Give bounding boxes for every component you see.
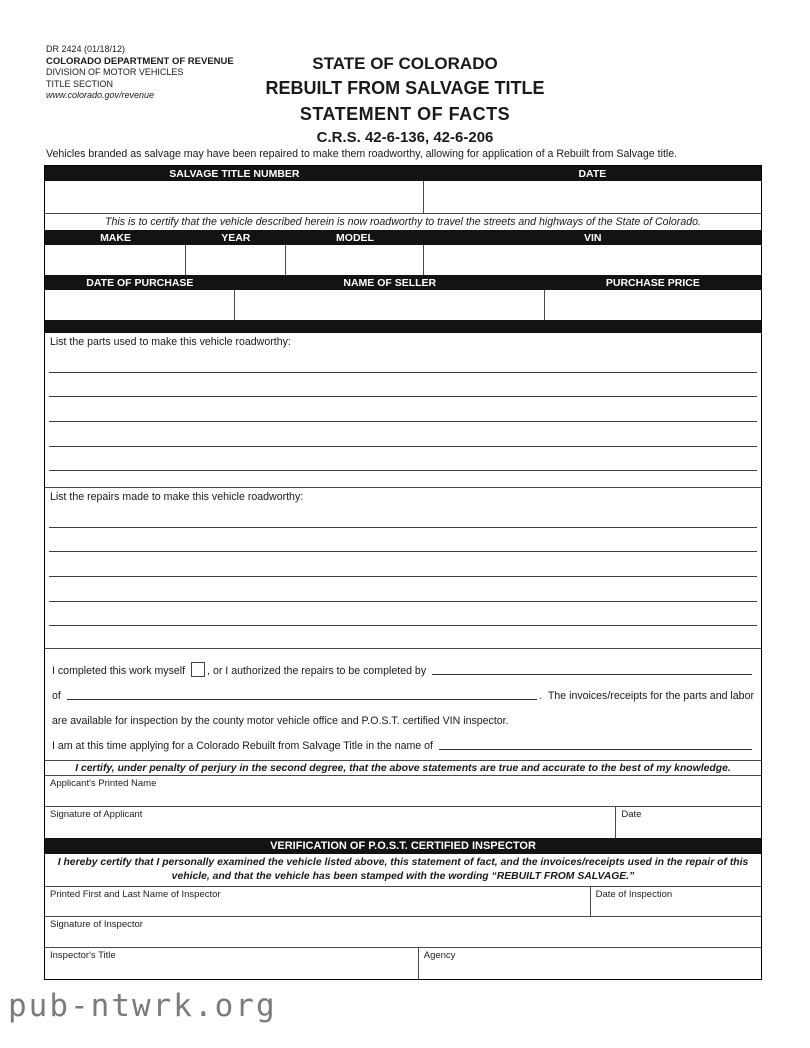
intro-text: Vehicles branded as salvage may have been repaired to make them roadworthy, allowing for application of a Rebuilt from Salvage title. (46, 148, 678, 160)
parts-section (45, 333, 761, 488)
statement-line2-prefix: of (52, 690, 64, 702)
repairs-write-line[interactable] (49, 552, 757, 577)
parts-write-line[interactable] (49, 447, 757, 472)
vin-label: VIN (583, 231, 602, 244)
applicant-printed-name-label: Applicant's Printed Name (50, 778, 157, 789)
parts-write-line[interactable] (49, 373, 757, 398)
applicant-signature-field[interactable] (45, 807, 616, 838)
applicant-printed-name-field[interactable] (45, 776, 761, 807)
applicant-date-label: Date (621, 809, 642, 820)
vehicle-input-row (45, 245, 761, 275)
statement-line1-text: I completed this work myself (52, 665, 186, 677)
repairs-write-line[interactable] (49, 602, 757, 627)
form-title (0, 52, 810, 147)
statement-line-4 (52, 729, 754, 754)
year-label: YEAR (221, 231, 251, 244)
form-number: DR 2424 (01/18/12) (46, 44, 126, 54)
inspector-title-row (45, 948, 761, 979)
inspector-name-row (45, 887, 761, 917)
title-state: STATE OF COLORADO (312, 54, 498, 73)
date-of-inspection-label: Date of Inspection (595, 889, 673, 900)
repairs-label: List the repairs made to make this vehicle roadworthy: (50, 491, 304, 503)
title-rebuilt: REBUILT FROM SALVAGE TITLE (265, 78, 545, 98)
date-of-inspection-field[interactable] (591, 887, 761, 916)
inspector-name-field[interactable] (45, 887, 591, 916)
purchase-header-row (45, 275, 761, 290)
salvage-date-input-row (45, 181, 761, 214)
perjury-statement: I certify, under penalty of perjury in the second degree, that the above statements are true and accurate to the best of my knowledge. (45, 761, 761, 776)
agency-field[interactable] (419, 948, 761, 979)
parts-write-line[interactable] (49, 422, 757, 447)
inspector-title-field[interactable] (45, 948, 419, 979)
work-myself-checkbox[interactable] (191, 662, 205, 677)
vehicle-header-row (45, 230, 761, 245)
repairs-write-line[interactable] (49, 528, 757, 553)
verification-header: VERIFICATION OF P.O.S.T. CERTIFIED INSPECTOR (45, 838, 761, 854)
model-input[interactable] (286, 245, 425, 275)
divider-bar (45, 320, 761, 333)
date-label: DATE (578, 167, 607, 180)
parts-write-line[interactable] (49, 397, 757, 422)
name-of-seller-input[interactable] (235, 290, 545, 320)
date-of-purchase-input[interactable] (45, 290, 235, 320)
statement-line3-text: are available for inspection by the county motor vehicle office and P.O.S.T. certified VIN inspector. (52, 715, 509, 727)
salvage-title-number-label: SALVAGE TITLE NUMBER (169, 167, 300, 180)
make-label: MAKE (100, 231, 131, 244)
date-input[interactable] (424, 181, 761, 213)
authorized-by-blank[interactable] (432, 660, 752, 675)
section-name: TITLE SECTION (46, 78, 114, 89)
inspector-name-label: Printed First and Last Name of Inspector (50, 889, 221, 900)
division-name: DIVISION OF MOTOR VEHICLES (46, 67, 184, 77)
inspector-title-label: Inspector's Title (50, 950, 116, 961)
inspector-certify-text: I hereby certify that I personally examined the vehicle listed above, this statement of fact, and the invoices/receipts used in the repair of this vehicle, and that the vehicle has been stamped with the wording “REBUILT FROM SALVAGE.” (45, 854, 761, 887)
purchase-price-label: PURCHASE PRICE (605, 276, 700, 289)
statement-line-2 (52, 679, 754, 704)
year-input[interactable] (186, 245, 286, 275)
statement-line-3 (52, 704, 754, 729)
make-input[interactable] (45, 245, 186, 275)
inspector-signature-label: Signature of Inspector (50, 919, 143, 930)
repairs-write-line[interactable] (49, 577, 757, 602)
title-name-blank[interactable] (439, 735, 752, 750)
repairer-address-blank[interactable] (67, 685, 537, 700)
statement-line1-text-cont: , or I authorized the repairs to be completed by (207, 665, 430, 677)
title-statement: STATEMENT OF FACTS (299, 104, 511, 124)
parts-write-line[interactable] (49, 348, 757, 373)
model-label: MODEL (336, 231, 374, 244)
applicant-date-field[interactable] (616, 807, 761, 838)
salvage-date-header-row (45, 166, 761, 181)
statement-line2-suffix: . The invoices/receipts for the parts and labor (539, 690, 754, 702)
statement-section (45, 649, 761, 761)
certify-roadworthy-text: This is to certify that the vehicle described herein is now roadworthy to travel the streets and highways of the State of Colorado. (105, 216, 701, 228)
salvage-title-number-input[interactable] (45, 181, 424, 213)
repairs-write-line[interactable] (49, 503, 757, 528)
agency-website: www.colorado.gov/revenue (46, 90, 155, 100)
purchase-input-row (45, 290, 761, 320)
watermark-text: pub-ntwrk.org (8, 988, 277, 1024)
date-of-purchase-label: DATE OF PURCHASE (86, 276, 194, 289)
statement-line-1 (52, 654, 754, 679)
inspector-signature-field[interactable] (45, 917, 761, 948)
name-of-seller-label: NAME OF SELLER (343, 276, 437, 289)
vin-input[interactable] (424, 245, 761, 275)
repairs-section (45, 488, 761, 649)
department-name: COLORADO DEPARTMENT OF REVENUE (46, 55, 234, 67)
title-statute: C.R.S. 42-6-136, 42-6-206 (316, 129, 494, 146)
applicant-signature-label: Signature of Applicant (50, 809, 143, 820)
applicant-signature-row (45, 807, 761, 838)
form-table (44, 165, 762, 980)
statement-line4-text: I am at this time applying for a Colorado Rebuilt from Salvage Title in the name of (52, 740, 436, 752)
purchase-price-input[interactable] (545, 290, 761, 320)
agency-label: Agency (423, 950, 456, 961)
parts-label: List the parts used to make this vehicle roadworthy: (50, 336, 291, 348)
